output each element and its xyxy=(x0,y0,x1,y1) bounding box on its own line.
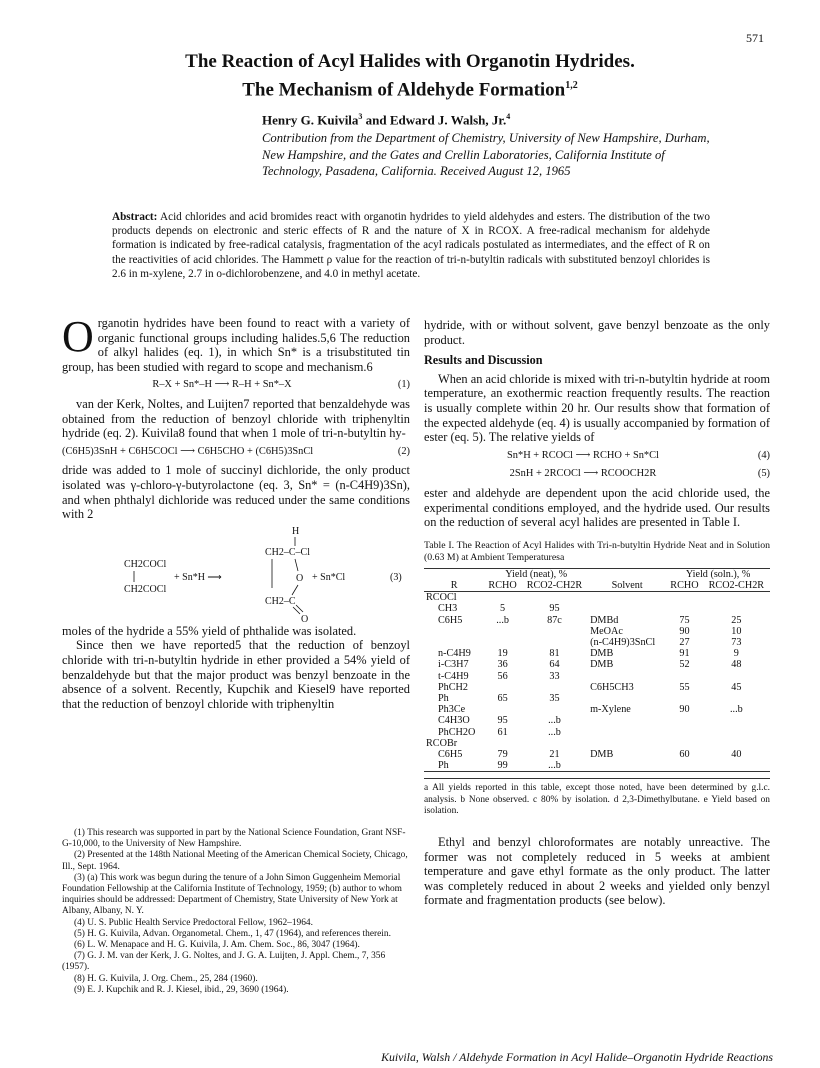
table-cell xyxy=(703,738,770,749)
table-cell: RCOBr xyxy=(426,737,458,749)
author-1-sup: 3 xyxy=(358,112,363,121)
table-cell: Ph xyxy=(438,692,449,704)
running-footer: Kuivila, Walsh / Aldehyde Formation in Acyl Halide–Organotin Hydride Reactions xyxy=(381,1050,773,1064)
table-cell xyxy=(424,626,484,637)
eq3-reactant-top: CH2COCl xyxy=(124,558,167,570)
table-cell xyxy=(666,760,703,772)
table-cell xyxy=(521,626,588,637)
table-cell: ...b xyxy=(548,760,561,772)
page-number: 571 xyxy=(746,31,764,45)
table-row xyxy=(424,760,770,772)
table-cell: i-C3H7 xyxy=(438,659,469,671)
table-cell: 27 xyxy=(679,636,690,648)
title-line-1: The Reaction of Acyl Halides with Organotin Hydrides. xyxy=(185,51,635,72)
equation-2 xyxy=(62,445,410,460)
table-cell xyxy=(484,682,521,693)
table-row xyxy=(424,693,770,704)
paragraph-phthalide: moles of the hydride a 55% yield of phthalide was isolated. xyxy=(62,623,357,638)
header-rcho: RCHO xyxy=(488,579,517,591)
table-cell xyxy=(666,671,703,682)
table-cell: 99 xyxy=(497,760,508,772)
author-and: and xyxy=(362,112,390,128)
table-row xyxy=(424,704,770,715)
table-cell: DMB xyxy=(590,659,614,671)
author-1: Henry G. Kuivila xyxy=(262,112,359,128)
eq3-ch2-c-cl: CH2–C–Cl xyxy=(265,546,311,558)
eq3-plus-sncl: + Sn*Cl xyxy=(312,571,346,583)
section-heading: Results and Discussion xyxy=(424,353,543,368)
table-cell: 61 xyxy=(497,726,508,738)
table-cell: 91 xyxy=(679,648,690,660)
eq3-ring-upper-bond xyxy=(295,559,298,571)
table-cell xyxy=(666,727,703,738)
paragraph-succinyl: dride was added to 1 mole of succinyl dichloride, the only product isolated was γ-chloro-γ-butyrolactone (eq. 3, Sn* = (n-C4H9)3Sn), and when phthalyl dichloride was reduced under the same conditions with 2 xyxy=(62,463,410,522)
table-cell xyxy=(588,738,666,749)
eq3-h: H xyxy=(292,525,300,537)
table-cell xyxy=(521,738,588,749)
table-cell xyxy=(703,727,770,738)
paper-title xyxy=(0,50,820,102)
equation-2-text: (C6H5)3SnH + C6H5COCl ⟶ C6H5CHO + (C6H5)3SnCl xyxy=(62,445,314,457)
table-row xyxy=(424,592,770,604)
footnote: (3) (a) This work was begun during the tenure of a John Simon Guggenheim Memorial Foundation Fellowship at the California Institute of Technology, 1959; (b) author to whom inquiries should be addressed: Department of Chemistry, State University of New York at Albany, Albany, N. Y. xyxy=(62,872,402,917)
table-row xyxy=(424,603,770,614)
table-cell xyxy=(666,693,703,704)
table-cell: C4H3O xyxy=(438,715,470,727)
table-cell xyxy=(484,592,521,604)
equation-2-number: (2) xyxy=(397,445,410,457)
eq3-ring-lower-bond xyxy=(292,585,298,595)
eq3-reactant-bottom: CH2COCl xyxy=(124,583,167,595)
paragraph-since-then: Since then we have reported5 that the reduction of benzoyl chloride with tri-n-butyltin hydride in ether provided a 54% yield of benzaldehyde but that the major product was benzyl benzoate in the absence of a solvent. Recently, Kupchik and Kiesel9 have reported that the reduction of benzoyl chloride with triphenyltin xyxy=(62,638,410,711)
table-cell: 75 xyxy=(679,614,690,626)
table-cell: 21 xyxy=(549,748,560,760)
table-cell: 40 xyxy=(731,748,742,760)
table-cell: 90 xyxy=(679,704,690,716)
table-cell: 55 xyxy=(679,681,690,693)
footnote: (4) U. S. Public Health Service Predoctoral Fellow, 1962–1964. xyxy=(74,917,313,928)
table-cell xyxy=(666,592,703,604)
footnote: (7) G. J. M. van der Kerk, J. G. Noltes, and J. G. A. Luijten, J. Appl. Chem., 7, 356 (1957). xyxy=(62,951,386,973)
table-row xyxy=(424,637,770,648)
table-cell xyxy=(484,738,521,749)
table-cell xyxy=(588,760,666,772)
table-footnote: a All yields reported in this table, except those noted, have been determined by g.l.c. analysis. b None observed. c 80% by isolation. d 2,3-Dimethylbutane. e Yield based on isolation. xyxy=(424,778,770,817)
table-cell: 36 xyxy=(497,659,508,671)
table-cell xyxy=(588,671,666,682)
table-cell: Ph3Ce xyxy=(438,704,466,716)
table-cell xyxy=(424,637,484,648)
table-cell xyxy=(484,637,521,648)
table-cell xyxy=(703,693,770,704)
table-cell: 56 xyxy=(497,670,508,682)
table-cell: C6H5 xyxy=(438,614,463,626)
table-cell: ...b xyxy=(548,715,561,727)
author-2-sup: 4 xyxy=(506,112,511,121)
table-cell: 25 xyxy=(731,614,742,626)
table-cell xyxy=(666,715,703,726)
table-row xyxy=(424,615,770,626)
author-2: Edward J. Walsh, Jr. xyxy=(389,112,507,128)
table-cell: n-C4H9 xyxy=(438,648,471,660)
table-cell: m-Xylene xyxy=(590,704,631,716)
table-cell: 45 xyxy=(731,681,742,693)
footnote: (1) This research was supported in part by the National Science Foundation, Grant NSF-G-10,000, to the University of New Hampshire. xyxy=(62,828,406,850)
footnote: (8) H. G. Kuivila, J. Org. Chem., 25, 284 (1960). xyxy=(74,973,258,984)
eq3-number: (3) xyxy=(390,571,402,583)
table-cell: RCOCl xyxy=(426,592,457,604)
table-row xyxy=(424,648,770,659)
table-cell: 9 xyxy=(733,648,739,660)
table-cell xyxy=(703,592,770,604)
table-cell: DMBd xyxy=(590,614,619,626)
table-cell xyxy=(521,592,588,604)
table-cell: MeOAc xyxy=(590,625,623,637)
title-superscript: 1,2 xyxy=(565,80,578,91)
eq3-carbonyl-oxygen: O xyxy=(301,613,309,622)
header-rco2ch2r-soln: RCO2-CH2R xyxy=(708,579,765,591)
table-cell xyxy=(666,738,703,749)
table-cell xyxy=(588,592,666,604)
table-cell xyxy=(521,704,588,715)
table-cell xyxy=(588,693,666,704)
table-caption: Table I. The Reaction of Acyl Halides with Tri-n-butyltin Hydride Neat and in Solution (0.63 M) at Ambient Temperaturesa xyxy=(424,539,770,563)
table-cell xyxy=(703,671,770,682)
table-cell: 81 xyxy=(549,648,560,660)
equation-4-text: Sn*H + RCOCl ⟶ RCHO + Sn*Cl xyxy=(507,449,659,461)
table-cell: 10 xyxy=(731,625,742,637)
equation-5-text: 2SnH + 2RCOCl ⟶ RCOOCH2R xyxy=(509,468,657,480)
header-r: R xyxy=(450,579,458,591)
table-cell: 73 xyxy=(731,636,742,648)
table-row xyxy=(424,727,770,738)
footnote: (2) Presented at the 148th National Meeting of the American Chemical Society, Chicago, Ill., Sept. 1964. xyxy=(62,850,408,872)
table-cell: 33 xyxy=(549,670,560,682)
table-cell xyxy=(588,727,666,738)
footnotes xyxy=(62,828,410,996)
footnote: (6) L. W. Menapace and H. G. Kuivila, J. Am. Chem. Soc., 86, 3047 (1964). xyxy=(74,940,360,951)
abstract-label: Abstract: xyxy=(112,211,158,223)
table-cell: ...b xyxy=(496,614,509,626)
header-solvent: Solvent xyxy=(611,579,643,591)
table-cell: 60 xyxy=(679,748,690,760)
left-column xyxy=(62,312,410,711)
equation-1-number: (1) xyxy=(397,379,410,391)
table-cell: 65 xyxy=(497,692,508,704)
table-cell: 95 xyxy=(497,715,508,727)
table-cell: 79 xyxy=(497,748,508,760)
table-cell: PhCH2O xyxy=(438,726,476,738)
table-cell: 64 xyxy=(549,659,560,671)
table-cell: 95 xyxy=(549,603,560,615)
equation-5 xyxy=(424,467,770,482)
table-cell: t-C4H9 xyxy=(438,670,469,682)
intro-paragraph xyxy=(62,312,410,374)
table-cell xyxy=(703,715,770,726)
table-cell: C6H5CH3 xyxy=(590,681,634,693)
footnote: (5) H. G. Kuivila, Advan. Organometal. Chem., 1, 47 (1964), and references therein. xyxy=(74,928,391,939)
table-cell: DMB xyxy=(590,648,614,660)
table-cell xyxy=(484,626,521,637)
table-cell xyxy=(703,760,770,772)
table-cell xyxy=(484,704,521,715)
table-cell: 48 xyxy=(731,659,742,671)
table-cell: 90 xyxy=(679,625,690,637)
table-row xyxy=(424,738,770,749)
table-cell xyxy=(588,715,666,726)
table-row xyxy=(424,659,770,670)
drop-cap: O xyxy=(62,312,94,361)
abstract-text: Acid chlorides and acid bromides react with organotin hydrides to yield aldehydes and esters. The distribution of the two products depends on electronic and steric effects of R and the nature of X in RCOX. A free-radical mechanism for aldehyde formation is indicated by free-radical catalysis, fragmentation of the acyl radicals postulated as intermediates, and the effect of R on the reactivities of acid chlorides. The Hammett ρ value for the reaction of tri-n-butyltin radicals with substituted benzoyl chlorides is 2.6 in m-xylene, 2.7 in o-dichlorobenzene, and 4.0 in methyl acetate. xyxy=(112,211,710,280)
table-cell: ...b xyxy=(729,704,743,716)
table-cell: 35 xyxy=(549,692,560,704)
title-line-2 xyxy=(0,74,820,102)
table-cell xyxy=(666,603,703,614)
abstract xyxy=(112,210,710,281)
header-rcho-soln: RCHO xyxy=(670,579,699,591)
paragraph-results: When an acid chloride is mixed with tri-n-butyltin hydride at room temperature, an exothermic reaction frequently results. The reaction is usually complete within 20 hr. Our results show that formation of the expected aldehyde (eq. 4) is usually accompanied by formation of ester (eq. 5). The relative yields of xyxy=(424,371,770,445)
table-row xyxy=(424,626,770,637)
table-cell: CH3 xyxy=(438,603,458,615)
intro-text: rganotin hydrides have been found to react with a variety of organic functional groups including halides.5,6 The reduction of alkyl halides (eq. 1), in which Sn* is a trisubstituted tin group, has been studied with regard to scope and mechanism.6 xyxy=(62,316,410,374)
eq3-plus-snh: + Sn*H ⟶ xyxy=(174,571,222,583)
right-column xyxy=(424,318,770,908)
table-header-row-1 xyxy=(424,568,770,580)
paragraph-hydride: hydride, with or without solvent, gave benzyl benzoate as the only product. xyxy=(424,318,770,347)
table-cell xyxy=(521,637,588,648)
table-cell: ...b xyxy=(548,726,561,738)
table-cell xyxy=(521,682,588,693)
paragraph-ester-aldehyde: ester and aldehyde are dependent upon the acid chloride used, the experimental conditions employed, and the hydride used. Our results on the reduction of several acyl halides are presented in Table I. xyxy=(424,485,770,530)
header-yield-neat: Yield (neat), % xyxy=(505,568,568,580)
header-yield-soln: Yield (soln.), % xyxy=(685,568,751,580)
table-row xyxy=(424,715,770,726)
table-cell: 87c xyxy=(547,614,562,626)
table-cell: PhCH2 xyxy=(438,681,469,693)
table-cell: C6H5 xyxy=(438,748,463,760)
paragraph-chloroformates: Ethyl and benzyl chloroformates are notably unreactive. The former was not completely reduced in 5 weeks at ambient temperature and gave ethyl formate as the only product. The latter was completely reduced in about 2 weeks and yielded only benzyl formate and fragmentation products (see below). xyxy=(424,834,770,908)
footnote: (9) E. J. Kupchik and R. J. Kiesel, ibid., 29, 3690 (1964). xyxy=(74,984,289,995)
equation-4 xyxy=(424,449,770,464)
author-line xyxy=(262,112,510,128)
title-line-2-text: The Mechanism of Aldehyde Formation xyxy=(242,79,566,101)
table-cell: (n-C4H9)3SnCl xyxy=(590,636,656,648)
header-rco2ch2r: RCO2-CH2R xyxy=(526,579,583,591)
equation-1-text: R–X + Sn*–H ⟶ R–H + Sn*–X xyxy=(152,379,292,391)
table-cell: 19 xyxy=(497,648,508,660)
table-header-row-2 xyxy=(424,580,770,592)
results-table xyxy=(424,568,770,773)
equation-4-number: (4) xyxy=(757,449,770,461)
table-cell: DMB xyxy=(590,748,614,760)
eq3-ring-oxygen: O xyxy=(296,572,304,584)
affiliation: Contribution from the Department of Chemistry, University of New Hampshire, Durham, New Hampshire, and the Gates and Crellin Laboratories, California Institute of Technology, Pasadena, California. Received August 12, 1965 xyxy=(262,131,710,178)
table-row xyxy=(424,671,770,682)
table-row xyxy=(424,682,770,693)
eq3-ch2-c: CH2–C xyxy=(265,595,296,607)
table-cell xyxy=(588,603,666,614)
table-cell: Ph xyxy=(438,760,449,772)
equation-1 xyxy=(62,378,410,393)
table-cell: 5 xyxy=(500,603,506,615)
table-cell: 52 xyxy=(679,659,690,671)
equation-5-number: (5) xyxy=(757,468,770,480)
table-cell xyxy=(703,603,770,614)
equation-3-scheme xyxy=(62,524,410,622)
paragraph-van-der-kerk: van der Kerk, Noltes, and Luijten7 reported that benzaldehyde was obtained from the reduction of benzoyl chloride with triphenyltin hydride (eq. 2). Kuivila8 found that when 1 mole of tri-n-butyltin hy- xyxy=(62,396,410,441)
table-row xyxy=(424,749,770,760)
